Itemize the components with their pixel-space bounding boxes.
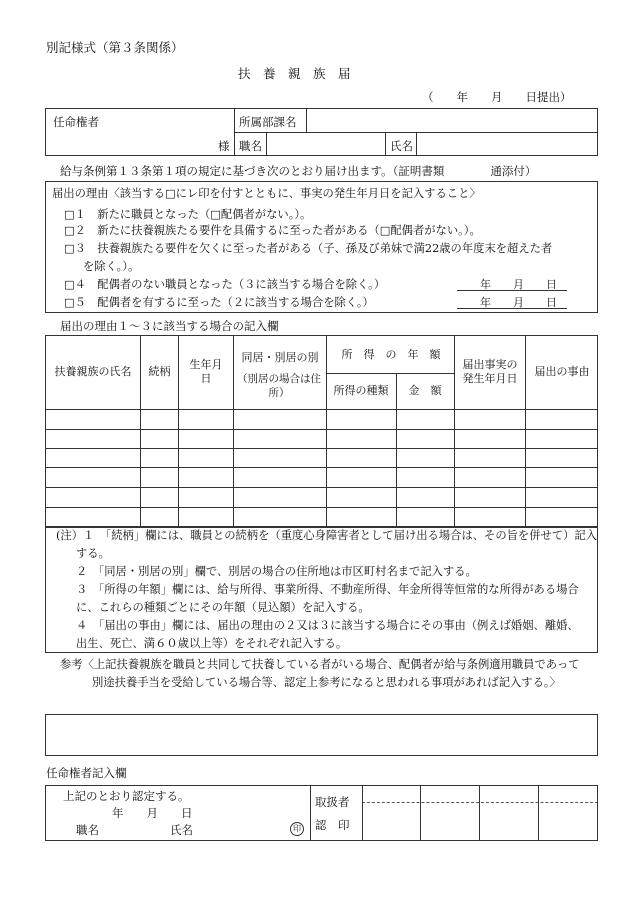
col-header-relation: 続柄 [148, 365, 171, 378]
dept-label: 所属部課名 [239, 115, 297, 129]
note-2: ２ 「同居・別居の別」欄で、別居の場合の住所地は市区町村名まで記入する。 [76, 565, 477, 578]
appointer-heading: 任命権者記入欄 [46, 766, 127, 780]
appointer-label: 任命権者 [53, 115, 99, 129]
dependents-caption: 届出の理由１～３に該当する場合の記入欄 [60, 319, 279, 333]
certify-name: 氏名 [170, 823, 193, 837]
reason-5-date[interactable]: 年 月 日 [480, 296, 557, 309]
col-header-fact-date: 届出事実の発生年月日 [462, 358, 518, 385]
stamp-label: 認 印 [315, 818, 350, 832]
seal-icon: 印 [290, 822, 304, 836]
certify-date[interactable]: 年 月 日 [112, 806, 193, 820]
note-4: ４ 「届出の事由」欄には、届出の理由の２又は３に該当する場合にその事由（例えば婚姻、離婚、出生、死亡、満６０歳以上等）をそれぞれ記入する。 [76, 619, 579, 650]
col-header-dob: 生年月日 [189, 358, 223, 385]
dept-field[interactable] [308, 111, 594, 129]
name-field[interactable] [418, 135, 594, 153]
col-header-income-type: 所得の種類 [333, 384, 389, 397]
certify-text: 上記のとおり認定する。 [63, 789, 190, 803]
col-header-living-note: （別居の場合は住所） [237, 373, 321, 399]
reference-text: 参考〈上記扶養親族を職員と共同して扶養している者がいる場合、配偶者が給与条例適用職員であって別途扶養手当を受給している場合等、認定上参考になると思われる事項があれば記入する。〉 [60, 658, 580, 689]
col-header-reason: 届出の事由 [534, 365, 590, 378]
position-field[interactable] [268, 135, 383, 153]
note-3: ３ 「所得の年額」欄には、給与所得、事業所得、不動産所得、年金所得等恒常的な所得がある場合に、これらの種類ごとにその年額（見込額）を記入する。 [76, 583, 579, 614]
form-label: 別記様式（第３条関係） [46, 40, 184, 55]
handler-label: 取扱者 [315, 795, 350, 809]
submission-date: （ 年 月 日提出） [422, 90, 572, 104]
sama-label: 様 [218, 139, 230, 153]
page-title: 扶 養 親 族 届 [238, 66, 351, 81]
reason-item-1[interactable]: □１ 新たに職員となった（□配偶者がない。）。 [64, 208, 312, 221]
position-label: 職名 [239, 139, 262, 153]
certify-position: 職名 [76, 823, 99, 837]
name-label: 氏名 [390, 139, 413, 153]
col-header-living: 同居・別居の別 [241, 351, 319, 364]
col-header-amount: 金 額 [408, 384, 442, 397]
reason-item-4[interactable]: □４ 配偶者のない職員となった（３に該当する場合を除く。） [64, 278, 386, 291]
intro-text: 給与条例第１３条第１項の規定に基づき次のとおり届け出ます。（証明書類 通添付） [60, 164, 537, 178]
col-header-name: 扶養親族の氏名 [54, 365, 132, 378]
reason-4-date[interactable]: 年 月 日 [480, 278, 557, 291]
reason-item-5[interactable]: □５ 配偶者を有するに至った（２に該当する場合を除く。） [64, 296, 374, 309]
reasons-heading: 届出の理由〈該当する□にレ印を付すとともに、事実の発生年月日を記入すること〉 [52, 187, 481, 200]
col-header-income: 所 得 の 年 額 [341, 348, 441, 361]
reason-item-3-cont: を除く。）。 [83, 260, 140, 273]
reference-field[interactable] [45, 714, 598, 756]
note-1: (注）１ 「続柄」欄には、職員との続柄を（重度心身障害者として届け出る場合は、その旨を併せて）記入する。 [56, 529, 598, 560]
reason-item-2[interactable]: □２ 新たに扶養親族たる要件を具備するに至った者がある（□配偶者がない。）。 [64, 224, 481, 237]
reason-item-3[interactable]: □３ 扶養親族たる要件を欠くに至った者がある（子、孫及び弟妹で満22歳の年度末を超えた者 [64, 242, 553, 255]
